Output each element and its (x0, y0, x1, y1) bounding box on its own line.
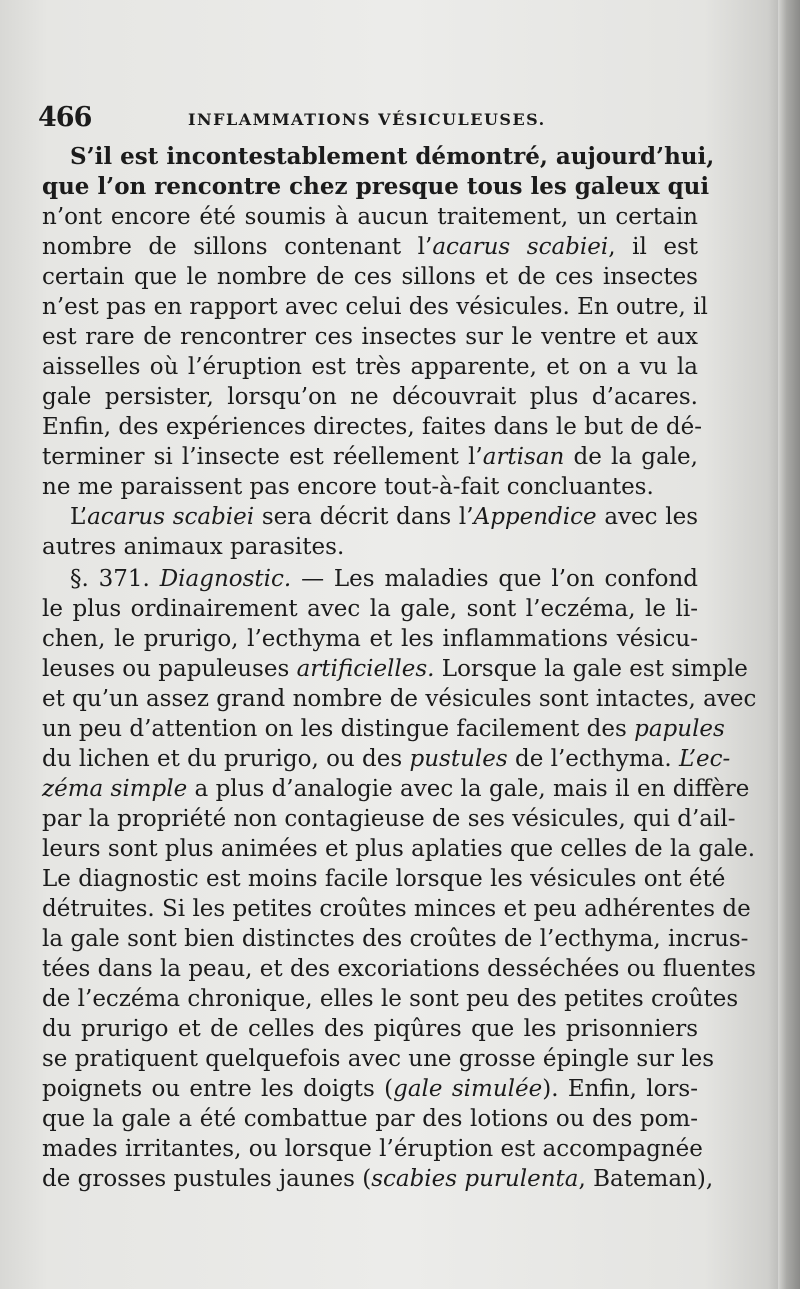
running-head: INFLAMMATIONS VÉSICULEUSES. (188, 110, 546, 129)
text-segment: certain que le nombre de ces sillons et de ces insectes (42, 264, 698, 290)
text-line (42, 292, 708, 322)
text-segment: se pratiquent quelquefois avec une grosse épingle sur les (42, 1046, 715, 1072)
text-segment: Lorsque la gale est simple (434, 656, 748, 682)
text-line (42, 864, 726, 894)
italic-text: gale simulée (393, 1076, 543, 1102)
text-line (42, 172, 710, 202)
text-line (42, 382, 698, 412)
text-line (42, 412, 703, 442)
text-line (42, 1014, 698, 1044)
text-line (42, 532, 698, 562)
text-segment: Enfin, des expériences directes, faites dans le but de dé- (42, 414, 703, 440)
text-segment: de la gale, (564, 444, 698, 470)
page-spine-shadow (778, 0, 800, 1289)
text-segment: est rare de rencontrer ces insectes sur le ventre et aux (42, 324, 698, 350)
text-segment: et qu’un assez grand nombre de vésicules sont intactes, avec (42, 686, 757, 712)
text-line (42, 1104, 698, 1134)
text-segment: que la gale a été combattue par des lotions ou des pom- (42, 1106, 698, 1132)
text-segment: autres animaux parasites. (42, 534, 345, 560)
text-segment: détruites. Si les petites croûtes minces et peu adhérentes de (42, 896, 751, 922)
text-line (42, 202, 698, 232)
italic-text: zéma simple (42, 776, 188, 802)
text-segment: gale persister, lorsqu’on ne découvrait plus d’acares. (42, 384, 698, 410)
text-segment: terminer si l’insecte est réellement l’ (42, 444, 483, 470)
page-number: 466 (38, 102, 92, 133)
text-segment: tées dans la peau, et des excoriations desséchées ou fluentes (42, 956, 756, 982)
text-line (42, 954, 756, 984)
italic-text: artificielles. (296, 656, 435, 682)
text-segment: leuses ou papuleuses (42, 656, 297, 682)
text-segment: n’est pas en rapport avec celui des vésicules. En outre, il (42, 294, 708, 320)
text-segment: §. 371. (70, 566, 160, 592)
text-line (42, 834, 756, 864)
text-segment: de l’ecthyma. (507, 746, 679, 772)
text-segment: que l’on rencontre chez presque tous les galeux qui (42, 173, 710, 200)
text-segment: par la propriété non contagieuse de ses vésicules, qui d’ail- (42, 806, 736, 832)
text-segment: sera décrit dans l’ (254, 504, 474, 530)
italic-text: artisan (482, 444, 565, 470)
text-segment: mades irritantes, ou lorsque l’éruption est accompagnée (42, 1136, 703, 1162)
text-line (42, 1074, 698, 1104)
text-segment: a plus d’analogie avec la gale, mais il en diffère (187, 776, 750, 802)
body-text (42, 142, 757, 1194)
text-line (42, 1134, 703, 1164)
text-line (42, 352, 698, 382)
text-line (42, 1044, 715, 1074)
text-segment: L’ (70, 504, 88, 530)
text-line (42, 804, 736, 834)
italic-text: acarus scabiei (87, 504, 255, 530)
text-segment: , il est (608, 234, 699, 260)
text-line (42, 594, 698, 624)
text-line (42, 654, 748, 684)
page-header (38, 102, 738, 142)
italic-text: acarus scabiei (432, 234, 609, 260)
text-segment: S’il est incontestablement démontré, aujourd’hui, (70, 143, 715, 170)
text-line (42, 442, 698, 472)
text-segment: un peu d’attention on les distingue facilement des (42, 716, 635, 742)
text-segment: — Les maladies que l’on confond (291, 566, 698, 592)
text-segment: chen, le prurigo, l’ecthyma et les inflammations vésicu- (42, 626, 698, 652)
text-segment: du prurigo et de celles des piqûres que les prisonniers (42, 1016, 698, 1042)
italic-text: L’ec- (678, 746, 731, 772)
text-segment: de l’eczéma chronique, elles le sont peu des petites croûtes (42, 986, 739, 1012)
text-segment: de grosses pustules jaunes ( (42, 1166, 372, 1192)
text-line (42, 472, 698, 502)
text-line (42, 684, 757, 714)
text-line (42, 142, 715, 172)
text-line (42, 502, 698, 532)
text-line (42, 984, 739, 1014)
text-line (42, 232, 698, 262)
text-line (42, 894, 751, 924)
text-segment: ne me paraissent pas encore tout-à-fait concluantes. (42, 474, 654, 500)
text-line (42, 322, 698, 352)
text-line (42, 774, 750, 804)
text-line (42, 924, 749, 954)
italic-text: scabies purulenta (371, 1166, 579, 1192)
italic-text: papules (634, 716, 725, 742)
text-line (42, 1164, 714, 1194)
text-segment: aisselles où l’éruption est très apparente, et on a vu la (42, 354, 698, 380)
text-line (42, 262, 698, 292)
text-segment: , Bateman), (578, 1166, 714, 1192)
text-segment: la gale sont bien distinctes des croûtes de l’ecthyma, incrus- (42, 926, 749, 952)
text-line (42, 714, 725, 744)
text-line (42, 744, 731, 774)
italic-text: Diagnostic. (159, 566, 292, 592)
text-segment: avec les (596, 504, 698, 530)
text-line (42, 564, 698, 594)
italic-text: pustules (409, 746, 508, 772)
text-line (42, 624, 698, 654)
text-segment: nombre de sillons contenant l’ (42, 234, 433, 260)
text-segment: le plus ordinairement avec la gale, sont l’eczéma, le li- (42, 596, 698, 622)
text-segment: poignets ou entre les doigts ( (42, 1076, 394, 1102)
text-segment: Le diagnostic est moins facile lorsque les vésicules ont été (42, 866, 726, 892)
text-segment: n’ont encore été soumis à aucun traitement, un certain (42, 204, 698, 230)
text-segment: ). Enfin, lors- (542, 1076, 698, 1102)
italic-text: Appendice (473, 504, 597, 530)
text-segment: du lichen et du prurigo, ou des (42, 746, 410, 772)
text-segment: leurs sont plus animées et plus aplaties que celles de la gale. (42, 836, 756, 862)
